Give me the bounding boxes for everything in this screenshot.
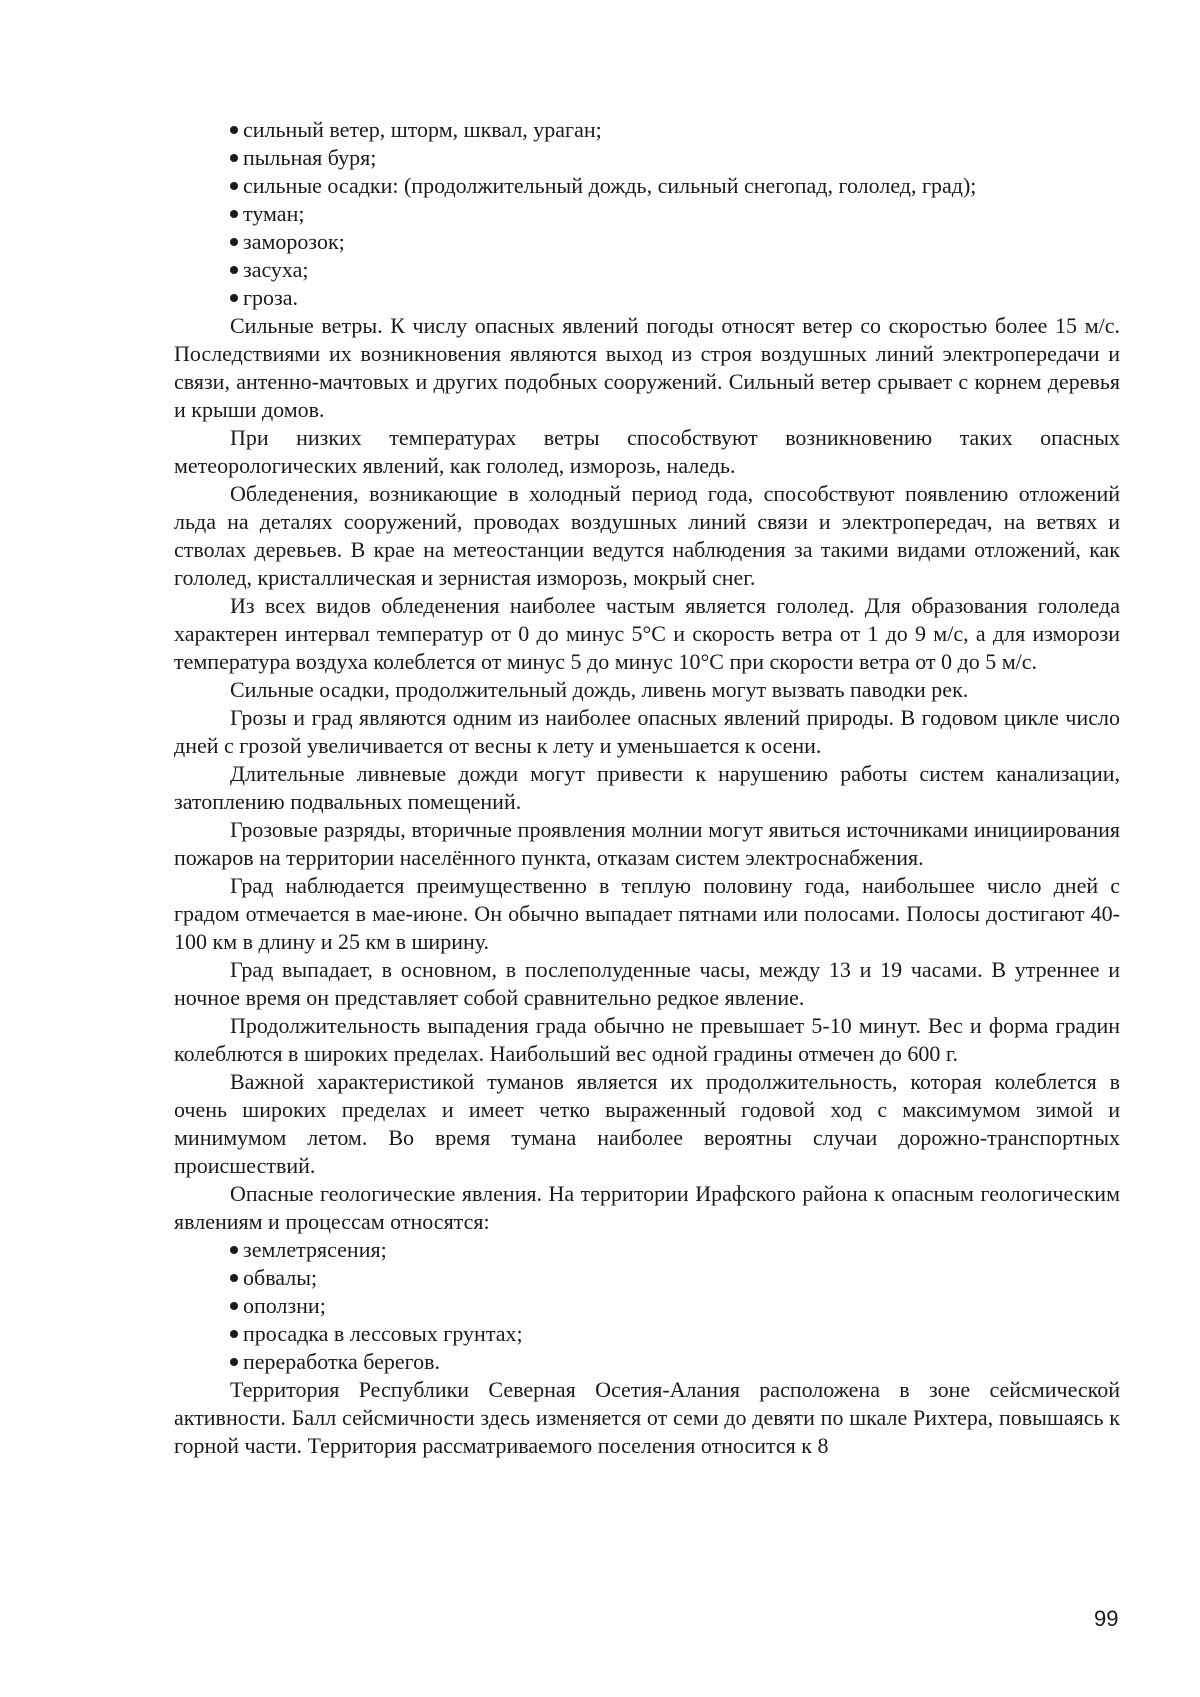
list-item [230,144,1120,172]
paragraph-hail-duration: Продолжительность выпадения града обычно не превышает 5-10 минут. Вес и форма градин колеблются в широких пределах. Наибольший вес одной градины отмечен до 600 г. [174,1013,1120,1066]
bullet-icon [230,294,238,302]
paragraph-thunderstorms: Грозы и град являются одним из наиболее опасных явлений природы. В годовом цикле число дней с грозой увеличивается от весны к лету и уменьшается к осени. [174,705,1120,758]
list-item-text: просадка в лессовых грунтах; [243,1321,523,1346]
weather-hazards-list [174,116,1120,312]
list-item-text: пыльная буря; [243,145,377,170]
list-item-text: сильный ветер, шторм, шквал, ураган; [243,117,602,142]
list-item-text: землетрясения; [243,1237,387,1262]
list-item-text: туман; [243,201,305,226]
list-item-text: гроза. [243,285,298,310]
paragraph-hail-time: Град выпадает, в основном, в послеполуденные часы, между 13 и 19 часами. В утреннее и ночное время он представляет собой сравнительно редкое явление. [174,957,1120,1010]
paragraph-seismic: Территория Республики Северная Осетия-Алания расположена в зоне сейсмической активности. Балл сейсмичности здесь изменяется от семи до девяти по шкале Рихтера, повышаясь к горной части. Территория рассматриваемого поселения относится к 8 [174,1377,1120,1458]
paragraph-heavy-rain: Сильные осадки, продолжительный дождь, ливень могут вызвать паводки рек. [230,677,969,702]
list-item-text: заморозок; [243,229,345,254]
bullet-icon [230,182,238,190]
list-item-text: переработка берегов. [243,1349,441,1374]
list-item [230,1236,1120,1264]
bullet-icon [230,210,238,218]
paragraph-fog: Важной характеристикой туманов является их продолжительность, которая колеблется в очень широких пределах и имеет четко выраженный годовой ход с максимумом зимой и минимумом летом. Во время тумана наиболее вероятны случаи дорожно-транспортных происшествий. [174,1069,1120,1178]
paragraph-icing: Обледенения, возникающие в холодный период года, способствуют появлению отложений льда на деталях сооружений, проводах воздушных линий связи и электропередач, на ветвях и стволах деревьев. В крае на метеостанции ведутся наблюдения за такими видами отложений, как гололед, кристаллическая и зернистая изморозь, мокрый снег. [174,481,1120,590]
list-item [230,1320,1120,1348]
list-item [230,172,1120,200]
bullet-icon [230,238,238,246]
list-item [230,1292,1120,1320]
list-item [230,256,1120,284]
page-number: 99 [1094,1606,1119,1631]
paragraph-hail-season: Град наблюдается преимущественно в теплую половину года, наибольшее число дней с градом отмечается в мае-июне. Он обычно выпадает пятнами или полосами. Полосы достигают 40-100 км в длину и 25 км в ширину. [174,873,1120,954]
bullet-icon [230,1302,238,1310]
bullet-icon [230,1358,238,1366]
bullet-icon [230,1274,238,1282]
paragraph-glaze: Из всех видов обледенения наиболее частым является гололед. Для образования гололеда характерен интервал температур от 0 до минус 5°С и скорость ветра от 1 до 9 м/с, а для изморози температура воздуха колеблется от минус 5 до минус 10°С при скорости ветра от 0 до 5 м/с. [174,593,1120,674]
list-item [230,284,1120,312]
document-page [174,116,1120,1460]
bullet-icon [230,1330,238,1338]
paragraph-geology: Опасные геологические явления. На территории Ирафского района к опасным геологическим явлениям и процессам относятся: [174,1181,1120,1234]
bullet-icon [230,266,238,274]
paragraph-long-showers: Длительные ливневые дожди могут привести к нарушению работы систем канализации, затоплению подвальных помещений. [174,761,1120,814]
list-item [230,116,1120,144]
list-item [230,1348,1120,1376]
bullet-icon [230,154,238,162]
list-item [230,1264,1120,1292]
list-item [230,200,1120,228]
list-item-text: обвалы; [243,1265,318,1290]
paragraph-lightning: Грозовые разряды, вторичные проявления молнии могут явиться источниками инициирования пожаров на территории населённого пункта, отказам систем электроснабжения. [174,817,1120,870]
bullet-icon [230,1246,238,1254]
list-item [230,228,1120,256]
list-item-text: сильные осадки: (продолжительный дождь, сильный снегопад, гололед, град); [243,173,977,198]
list-item-text: оползни; [243,1293,326,1318]
paragraph-low-temperature: При низких температурах ветры способствуют возникновению таких опасных метеорологических явлений, как гололед, изморозь, наледь. [174,425,1120,478]
geology-hazards-list [174,1236,1120,1376]
paragraph-strong-winds: Сильные ветры. К числу опасных явлений погоды относят ветер со скоростью более 15 м/с. Последствиями их возникновения являются выход из строя воздушных линий электропередачи и связи, антенно-мачтовых и других подобных сооружений. Сильный ветер срывает с корнем деревья и крыши домов. [174,313,1120,422]
bullet-icon [230,126,238,134]
list-item-text: засуха; [243,257,309,282]
